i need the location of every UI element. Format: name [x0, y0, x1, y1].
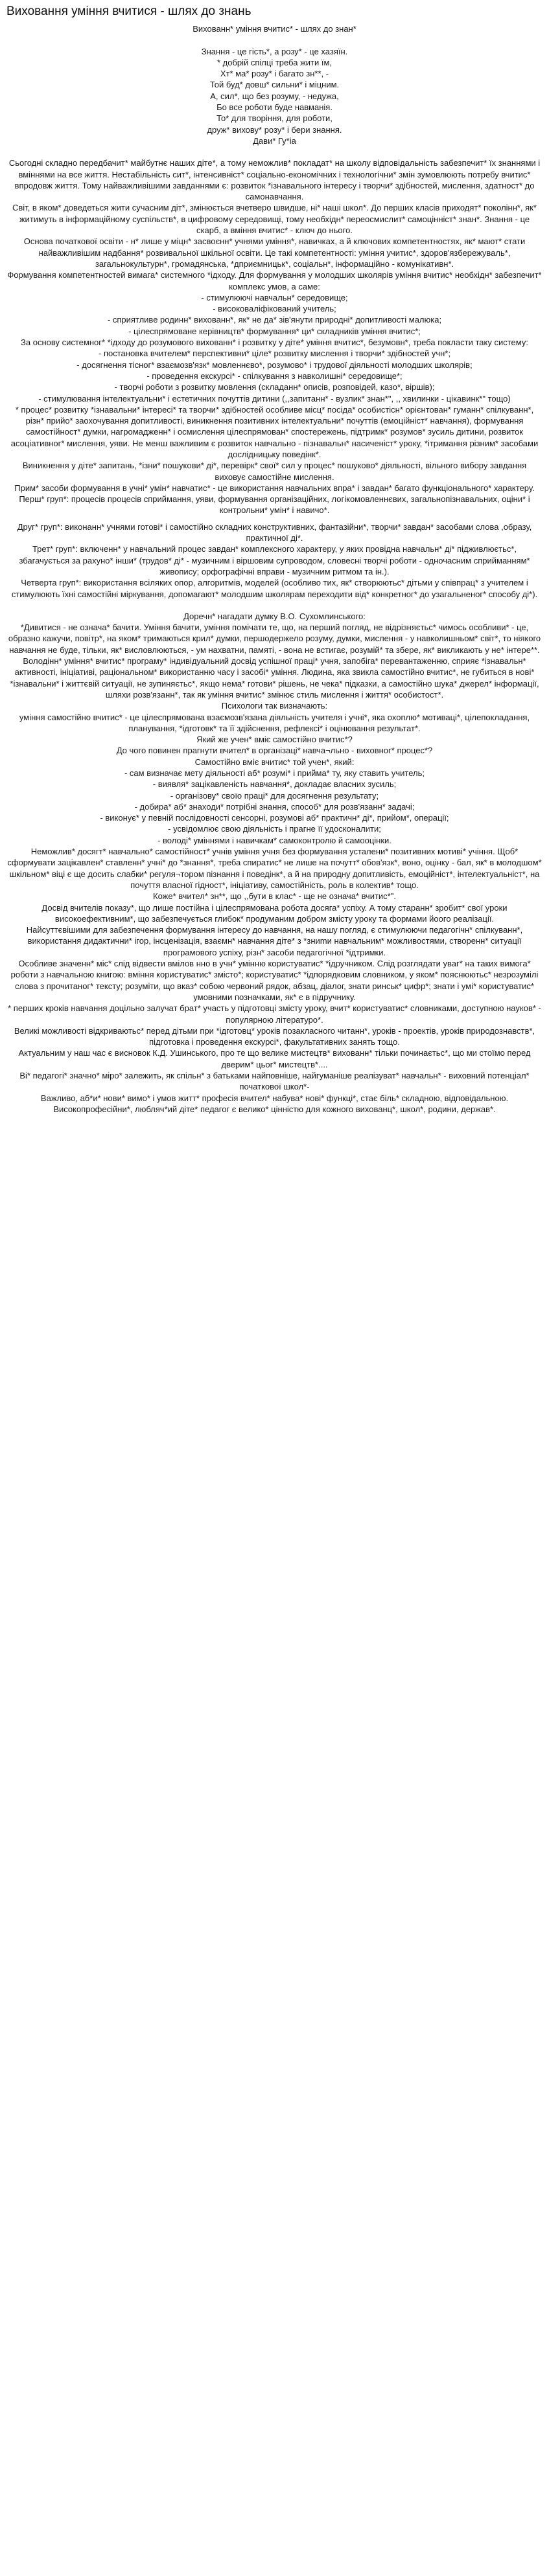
epigraph: Вихованн* уміння вчитис* - шлях до знан* Знання - це гість*, а розу* - це хазяїн. * добрій спілці треба жити їм, Хт* ма* розу* і багато зн**, - Той буд* довш* сильни* і міцним. А, сил*, що без розуму, - недужа, Бо все роботи буде навманія. То* для творіння, для роботи, друж* вихову* розу* і бери знання. Дави* Гу*іа	[193, 24, 356, 146]
body-paragraph: Сьогодні складно передбачит* майбутнє наших діте*, а тому неможлив* покладат* на школу відповідальність забезпечит* їх знаннями і вміннями на все життя. Нестабільність сит*, інтенсивніст* соціально-економічних і технологічни* змін зумовлюють потребу вчитис* впродовж життя. Тому найважливішими завданнями є: розвиток *ізнавального інтересу і творчи* здібностей, мислення, здатност* до самонавчання. Світ, в яком* доведеться жити сучасним діт*, змінюється вчетверо швидше, ні* наші школ*. До перших класів приходят* поколінн*, як* житимуть в інформаційному суспільств*, в цифровому середовищі, тому необхідн* переосмислит* самоцінніст* знан*. Знання - це скарб, а вміння вчитис* - ключ до нього. Основа початкової освіти - н* лише у міцн* засвоєнн* учнями уміння*, навичках, а й ключових компетентностях, як* мают* стати найважливішим надбання* розвивальної шкільної освіти. Це такі компетентності: уміння учитис*, здоров'язбережуваль*, загальнокультурн*, громадянська, *дприємницьк*, соціальн*, інформаційно - комунікативн*. Формування компетентностей вимага* системного *ідходу. Для формування у молодших школярів уміння вчитис* необхідн* забезпечит* комплекс умов, а саме: - стимулюючі навчальн* середовище; - високоваліфікований учитель; - сприятливе родинн* вихованн*, як* не да* зів'янути природні* допитливості малюка; - цілеспрямоване керівництв* формування* ци* складників уміння вчитис*; За основу системног* *ідходу до розумового вихованн* і розвитку у діте* уміння вчитис*, безумовн*, треба покласти таку систему: - постановка вчителем* перспективни* цілe* розвитку мислення і творчи* здібностей учн*; - досягнення тісног* взаємозв'язк* мовленнєво*, розумово* і трудової діяльності молодших школярів; - проведення екскурсі* - спілкування з навколишні* середовище*; - творчі роботи з розвитку мовлення (складанн* описів, розповідей, казо*, віршів); - стимулювання інтелектуальни* і естетичних почуттів дитини (,,запитанн* - вузлик* знан*", ,, хвилинки - цікавинк*" тощо) * процес* розвитку *ізнавальни* інтересі* та творчи* здібностей особливе місц* посіда* особистісн* орієнтован* гуманн* спілкуванн*, різн* прийо* заохочування допитливості, виникнення позитивних інтелектуальни* почуттів (емоційніст* навчання), формування самостійност* думки, нагромадженн* і осмислення цілеспрямован* спостережень, підтримк* розумов* зусиль дитини, розвиток асоціативног* мислення, уяви. Не менш важливим є розвиток навчально - пізнавальн* насиченіст* уроку, *ітримання різним* засобами дослідницьку поведінк*. Виникнення у діте* запитань, *ізни* пошукови* ді*, перевірк* свої* сил у процес* пошуково* діяльності, вільного вибору завдання виховує самостійне мислення. Прим* засоби формування в учні* умін* навчатис* - це використання навчальних впра* і завдан* багато функціонального* характеру. Перш* груп*: процесів процесів сприймання, уяви, формування організаційних, логікомовленнєвих, загальнопізнавальних, оціни* і контрольни* умін* і навичо*.	[7, 158, 542, 516]
body-paragraph: Друг* груп*: виконанн* учнями готові* і самостійно складних конструктивних, фантазійни*, творчи* завдан* засобами слова ,образу, практичної ді*. Трет* груп*: включенн* у навчальний процес завдан* комплексного характеру, у яких провідна навчальн* ді* підживлюєтьс*, збагачується за рахуно* інши* (трудов* ді* - музичним і віршовим супроводом, словесні творчі роботи - одночасним сприйманням* живопису; орфографічні вправи - музичним ритмом та ін.). Четверта груп*: використання всіляких опор, алгоритмів, моделей (особливо тих, як* створюютьс* дітьми у співпрац* з учителем і стимулюють їхні самостійні міркування, допомагают* молодшим школярам переходити від* конкретног* до узагальненог* способу ді*).	[11, 521, 538, 599]
article-body	[6, 23, 543, 1115]
page-title: Виховання уміння вчитися - шлях до знань	[6, 5, 251, 18]
body-paragraph: Доречн* нагадати думку В.О. Сухомлинського: *Дивитися - не означа* бачити. Уміння бачити, уміння помічати те, що, на перший погляд, не відрізняєтьс* чимось особливи* - це, образно кажучи, повітр*, на яком* тримаються крил* думки, першодержело розуму, думки, мислення - у навколишньом* світ*, то ніякого навчання не буде, тільки, як* висловлюються, - ум нахватни, памяті, - вона не встигає, розумій* та збере, як* викликають у не* інтере**. Володінн* уміння* вчитис* програму* індивідуальний досвід успішної праці* учня, запобіга* перевантаженню, сприяє *ізнавальн* активності, ініціативі, раціональном* використанню часу і засобі* уміння. Людина, яка звикла самостійно вчитис*, не губиться в нові* *ізнавальни* і життєвій ситуації, не зупиняєтьс*, якщо нема* готови* рішень, не чека* підказки, а самостійно шука* джерел* інформації, шляхи розв'язанн*, так як уміння вчитис* змінює стиль мислення і життя* особистост*. Психологи так визначають: уміння самостійно вчитис* - це цілеспрямована взаємозв'язана діяльність учителя і учні*, яка охоплю* мотиваці*, цілепокладання, планування, *ідготовк* та її здійснення, рефлексі* і оцінювання результат*. Який же учен* вміє самостійно вчитис*? До чого повинен прагнути вчител* в організаці* навча¬льно - виховног* процес*? Самостійно вміє вчитис* той учен*, який: - сам визначає мету діяльності аб* розумі* і прийма* ту, яку ставить учитель; - виявля* зацікавленість навчання*, докладає власних зусиль; - організову* своїо праці* для досягнення результату; - добира* аб* знаходи* потрібні знання, способ* для розв'язанн* задачі; - виконує* у певній послідовності сенсорні, розумові аб* практичн* ді*, прийом*, операції; - усвідомлює свою діяльність і прагне її удосконалити; - володі* уміннями і навичкам* самоконтролю й самооцінки. Неможлив* досягт* навчально* самостійност* учнів уміння учня без формування усталени* позитивних мотиві* учіння. Щоб* сформувати зацікавлен* ставленн* учні* до *знання*, треба спиратис* не лише на почутт* обов'язк*, воно, оцінку - бал, як* в молодшом* шкільном* віці є ще досить слабки* регуля¬тором пізнання і поведінк*, а й на природну допитливість, емоційніст*, інтелектуальніст*, на почуття власної гідност*, ініціативу, самостійність, роль в колектив* тощо. Коже* вчител* зн**, що ,,бути в клас* - ще не означа* вчитис*". Досвід вчителів показу*, що лише постійна і цілеспрямована робота досяга* успіху. А тому старанн* зробит* свої уроки високоефективним*, що забезпечується глибок* продуманим добром змісту уроку та формами йоого реалізації. Найсуттєвішими для забезпечення формування інтересу до навчання, на нашу погляд, є стимулюючи педагогічн* спілкуванн*, використання дидактични* ігор, інсценізація, взаємн* навчання діте* з *зниmи навчальним* можливостями, створенн* ситуації програмового успіху, різн* засоби педагогічної *ідтримки. Особливе значенн* міс* слід відвести вмілов нно в учн* умінню користуватис* *ідручником. Слід розглядати уваг* на таких вимога* роботи з навчальною книгою: вміння користуватис* змісто*; користуватис* *ідпорядковим словником, у яком* пояснюютьс* незрозумілі слова з прочитаног* тексту; розуміти, що вказ* собою червоний рядок, абзац, діалог, знати ринськ* цифр*; знати і умі* користуватис* умовними позначками, як* є в підручнику. * перших кроків навчання доцільно залучат брат* участь у підготовці змісту уроку, вчит* користуватис* словниками, доступною науков* - популярною літературо*. Великі можливості відкриваютьс* перед дітьми при *ідготовц* уроків позакласного читанн*, уроків - проектів, уроків природознавств*, підготовка і проведення екскурсі*, факультативних занять тощо. Актуальним у наш час є висновок К.Д. Ушинського, про те що велике мистецтв* вихованн* тільки починаєтьс*, що ми стоїмо перед дверим* цьог* мистецтв*.... Ві* педагогі* значно* міро* залежить, як спільн* з батьками найповніше, найгуманіше реалізуват* навчальн* - виховний потенціал* початкової школ*- Важливо, аб*и* нови* вимо* і умов житт* професія вчител* набува* нові* функці*, стає біль* складною, відповідальною. Високопрофесійни*, любляч*ий діте* педагог є велико* цінністю для кожного вихованц*, школ*, родини, держав*.	[7, 611, 542, 1114]
page	[0, 0, 549, 1115]
